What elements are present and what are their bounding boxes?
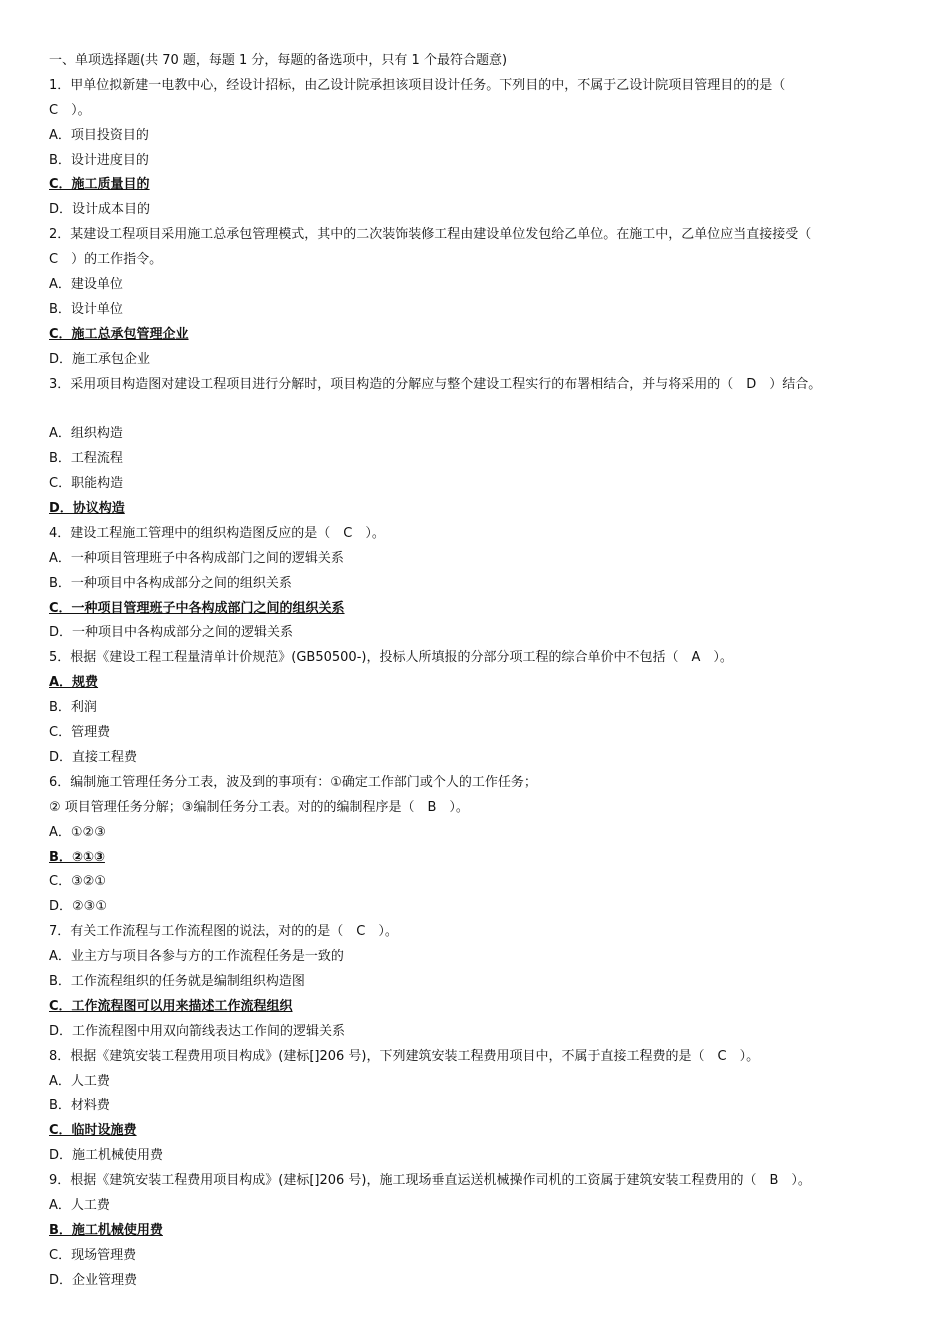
- text-line: A．业主方与项目各参与方的工作流程任务是一致的: [49, 949, 344, 965]
- text-line: D．直接工程费: [49, 749, 138, 765]
- text-line: D．施工机械使用费: [49, 1148, 164, 1164]
- text-line: C．现场管理费: [49, 1247, 137, 1263]
- text-line: 1．甲单位拟新建一电教中心，经设计招标，由乙设计院承担该项目设计任务。下列目的中，不属于乙设计院项目管理目的的是（: [49, 77, 786, 93]
- text-line: 9．根据《建筑安装工程费用项目构成》(建标[]206 号)，施工现场垂直运送机械操作司机的工资属于建筑安装工程费用的（ B ）。: [49, 1173, 811, 1189]
- text-line: B．工程流程: [49, 451, 123, 467]
- blank-line: [49, 397, 909, 422]
- text-line: 4．建设工程施工管理中的组织构造图反应的是（ C ）。: [49, 525, 385, 541]
- answer-option-line: B．②①③: [49, 849, 105, 865]
- text-line: B．材料费: [49, 1098, 110, 1114]
- text-line: 5．根据《建设工程工程量清单计价规范》(GB50500-)，投标人所填报的分部分项工程的综合单价中不包括（ A ）。: [49, 650, 733, 666]
- answer-option-line: D．协议构造: [49, 501, 125, 517]
- text-line: A．①②③: [49, 824, 106, 840]
- answer-option-line: B．施工机械使用费: [49, 1222, 163, 1238]
- text-line: A．人工费: [49, 1197, 110, 1213]
- text-line: B．工作流程组织的任务就是编制组织构造图: [49, 973, 305, 989]
- text-line: D．施工承包企业: [49, 351, 151, 367]
- text-line: D．企业管理费: [49, 1272, 138, 1288]
- text-line: ② 项目管理任务分解；③编制任务分工表。对的的编制程序是（ B ）。: [49, 799, 469, 815]
- answer-option-line: C．施工总承包管理企业: [49, 326, 189, 342]
- text-line: A．建设单位: [49, 277, 123, 293]
- answer-option-line: C．临时设施费: [49, 1123, 137, 1139]
- text-line: A．人工费: [49, 1073, 110, 1089]
- text-line: C．管理费: [49, 725, 111, 741]
- text-line: 7．有关工作流程与工作流程图的说法，对的的是（ C ）。: [49, 924, 398, 940]
- answer-option-line: C．施工质量目的: [49, 177, 150, 193]
- text-line: C．职能构造: [49, 476, 124, 492]
- text-line: A．组织构造: [49, 426, 123, 442]
- text-line: B．设计进度目的: [49, 152, 149, 168]
- text-line: 6．编制施工管理任务分工表，波及到的事项有：①确定工作部门或个人的工作任务；: [49, 774, 537, 790]
- text-line: D．工作流程图中用双向箭线表达工作间的逻辑关系: [49, 1023, 346, 1039]
- text-line: A．项目投资目的: [49, 127, 149, 143]
- text-line: A．一种项目管理班子中各构成部门之间的逻辑关系: [49, 550, 344, 566]
- answer-option-line: A．规费: [49, 675, 99, 691]
- text-line: D．设计成本目的: [49, 202, 151, 218]
- text-line: 3．采用项目构造图对建设工程项目进行分解时，项目构造的分解应与整个建设工程实行的布署相结合，并与将采用的（ D ）结合。: [49, 376, 822, 392]
- text-line: C ）的工作指令。: [49, 252, 163, 268]
- answer-option-line: C．工作流程图可以用来描述工作流程组织: [49, 998, 293, 1014]
- answer-option-line: C．一种项目管理班子中各构成部门之间的组织关系: [49, 600, 345, 616]
- text-line: 一、单项选择题(共 70 题，每题 1 分，每题的备选项中，只有 1 个最符合题意): [49, 53, 508, 68]
- text-line: C ）。: [49, 102, 91, 118]
- text-line: D．一种项目中各构成部分之间的逻辑关系: [49, 625, 294, 641]
- text-line: 8．根据《建筑安装工程费用项目构成》(建标[]206 号)，下列建筑安装工程费用项目中，不属于直接工程费的是（ C ）。: [49, 1048, 760, 1064]
- text-line: 2．某建设工程项目采用施工总承包管理模式，其中的二次装饰装修工程由建设单位发包给乙单位。在施工中，乙单位应当直接接受（: [49, 227, 812, 243]
- text-line: C．③②①: [49, 874, 107, 890]
- document-page: [49, 49, 909, 1294]
- text-line: B．一种项目中各构成部分之间的组织关系: [49, 575, 292, 591]
- text-line: D．②③①: [49, 899, 107, 915]
- text-line: B．设计单位: [49, 301, 123, 317]
- text-line: B．利润: [49, 700, 97, 716]
